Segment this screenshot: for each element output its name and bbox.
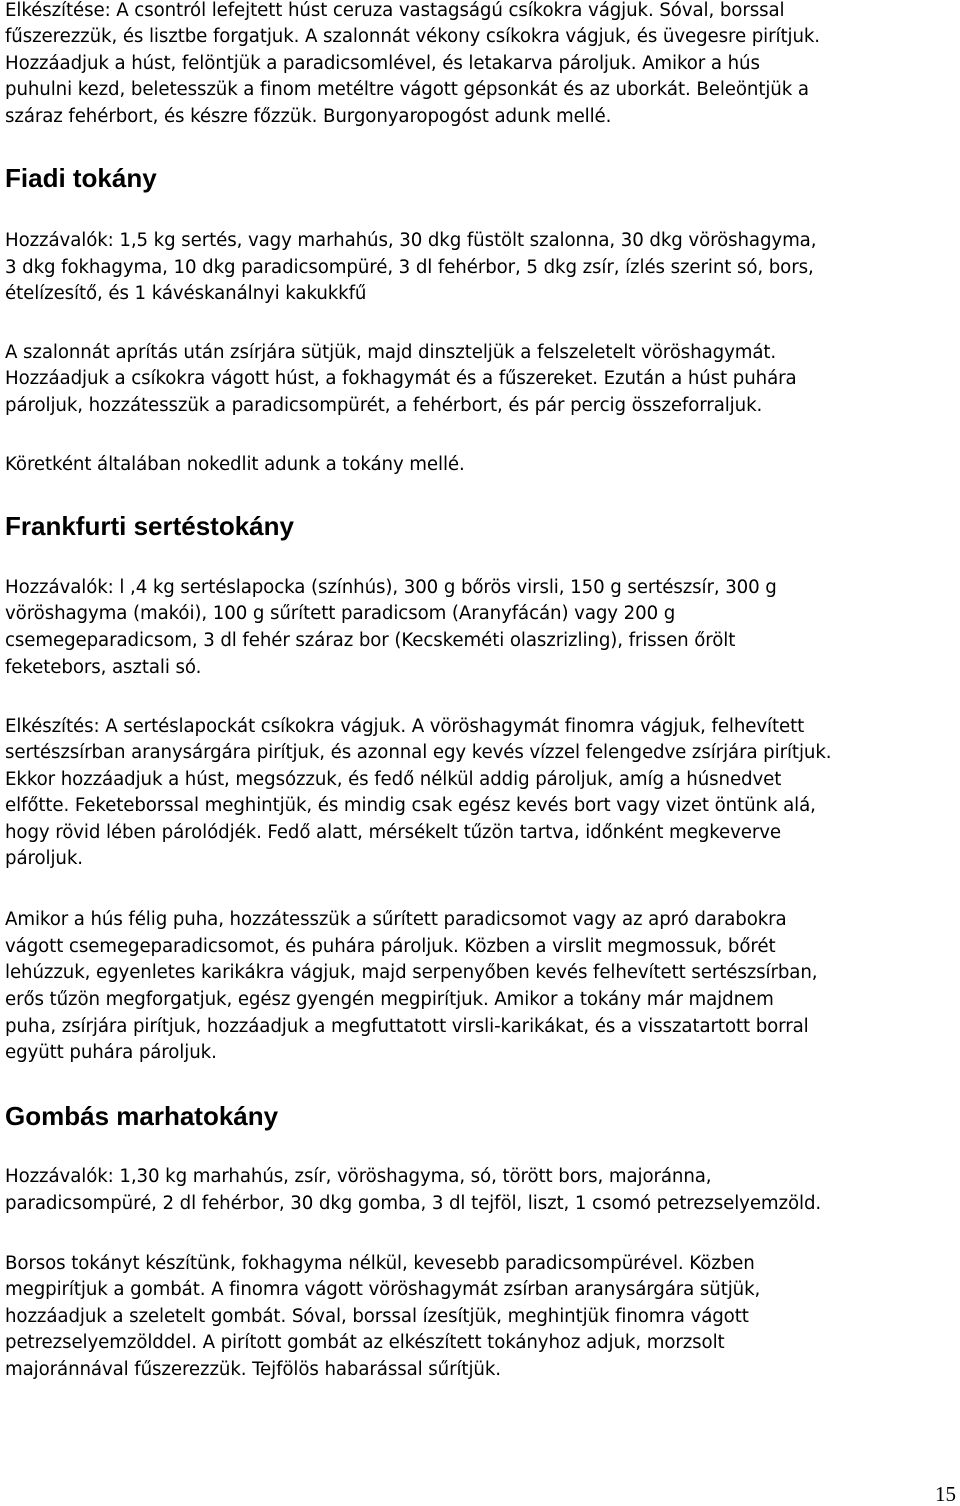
ingredients-line: ételízesítő, és 1 kávéskanálnyi kakukkfű: [5, 283, 367, 304]
method-line: együtt puhára pároljuk.: [5, 1042, 217, 1063]
method-line: megpirítjuk a gombát. A finomra vágott vöröshagymát zsírban aranysárgára sütjük,: [5, 1279, 761, 1300]
method-line: puha, zsírjára pirítjuk, hozzáadjuk a megfuttatott virsli-karikákat, és a visszatartott borral: [5, 1016, 809, 1037]
method-line: pároljuk.: [5, 848, 83, 869]
method-line: hogy rövid lében párolódjék. Fedő alatt, mérsékelt tűzön tartva, időnként megkeverve: [5, 822, 781, 843]
method-line: petrezselyemzölddel. A pirított gombát az elkészített tokányhoz adjuk, morzsolt: [5, 1332, 725, 1353]
ingredients-line: Hozzávalók: 1,30 kg marhahús, zsír, vöröshagyma, só, törött bors, majoránna,: [5, 1166, 712, 1187]
recipe-title: Gombás marhatokány: [5, 1101, 279, 1131]
method-line: Ekkor hozzáadjuk a húst, megsózzuk, és fedő nélkül addig pároljuk, amíg a húsnedvet: [5, 769, 782, 790]
method-line: Amikor a hús félig puha, hozzátesszük a sűrített paradicsomot vagy az apró darabokra: [5, 909, 787, 930]
method-line: majoránnával fűszerezzük. Tejfölös habarással sűrítjük.: [5, 1359, 501, 1380]
method-line: erős tűzön megforgatjuk, egész gyengén megpirítjuk. Amikor a tokány már majdnem: [5, 989, 774, 1010]
method-line: A szalonnát aprítás után zsírjára sütjük, majd dinszteljük a felszeletelt vöröshagymát.: [5, 342, 777, 363]
recipe-title: Frankfurti sertéstokány: [5, 511, 294, 541]
method-line: elfőtte. Feketeborssal meghintjük, és mindig csak egész kevés bort vagy vizet öntünk alá,: [5, 795, 816, 816]
recipe-title: Fiadi tokány: [5, 163, 157, 193]
ingredients-line: feketebors, asztali só.: [5, 657, 202, 678]
page-number: 15: [935, 1482, 956, 1506]
method-line: lehúzzuk, egyenletes karikákra vágjuk, majd serpenyőben kevés felhevített sertészsírban,: [5, 962, 818, 983]
ingredients-line: Hozzávalók: l ,4 kg sertéslapocka (színhús), 300 g bőrös virsli, 150 g sertészsír, 300 g: [5, 577, 777, 598]
intro-line: száraz fehérbort, és készre főzzük. Burgonyaropogóst adunk mellé.: [5, 106, 612, 127]
ingredients-line: csemegeparadicsom, 3 dl fehér száraz bor (Kecskeméti olaszrizling), frissen őrölt: [5, 630, 736, 651]
ingredients-line: paradicsompüré, 2 dl fehérbor, 30 dkg gomba, 3 dl tejföl, liszt, 1 csomó petrezselyemzöld.: [5, 1193, 822, 1214]
intro-line: Elkészítése: A csontról lefejtett húst ceruza vastagságú csíkokra vágjuk. Sóval, borssal: [5, 0, 785, 21]
method-line: pároljuk, hozzátesszük a paradicsompürét, a fehérbort, és pár percig összeforraljuk.: [5, 395, 763, 416]
ingredients-line: Hozzávalók: 1,5 kg sertés, vagy marhahús, 30 dkg füstölt szalonna, 30 dkg vöröshagyma,: [5, 230, 817, 251]
intro-line: puhulni kezd, beletesszük a finom metéltre vágott gépsonkát és az uborkát. Beleöntjük a: [5, 79, 809, 100]
method-line: sertészsírban aranysárgára pirítjuk, és azonnal egy kevés vízzel felengedve zsírjára pirítjuk.: [5, 742, 832, 763]
method-line: Elkészítés: A sertéslapockát csíkokra vágjuk. A vöröshagymát finomra vágjuk, felhevített: [5, 716, 805, 737]
method-line: hozzáadjuk a szeletelt gombát. Sóval, borssal ízesítjük, meghintjük finomra vágott: [5, 1306, 749, 1327]
ingredients-line: 3 dkg fokhagyma, 10 dkg paradicsompüré, 3 dl fehérbor, 5 dkg zsír, ízlés szerint só, bors,: [5, 257, 814, 278]
intro-line: fűszerezzük, és lisztbe forgatjuk. A szalonnát vékony csíkokra vágjuk, és üvegesre pirítjuk.: [5, 26, 820, 47]
method-line: Hozzáadjuk a csíkokra vágott húst, a fokhagymát és a fűszereket. Ezután a húst puhára: [5, 368, 797, 389]
serving-line: Köretként általában nokedlit adunk a tokány mellé.: [5, 454, 465, 475]
method-line: Borsos tokányt készítünk, fokhagyma nélkül, kevesebb paradicsompürével. Közben: [5, 1253, 755, 1274]
ingredients-line: vöröshagyma (makói), 100 g sűrített paradicsom (Aranyfácán) vagy 200 g: [5, 603, 676, 624]
method-line: vágott csemegeparadicsomot, és puhára pároljuk. Közben a virslit megmossuk, bőrét: [5, 936, 776, 957]
intro-line: Hozzáadjuk a húst, felöntjük a paradicsomlével, és letakarva pároljuk. Amikor a hús: [5, 53, 760, 74]
